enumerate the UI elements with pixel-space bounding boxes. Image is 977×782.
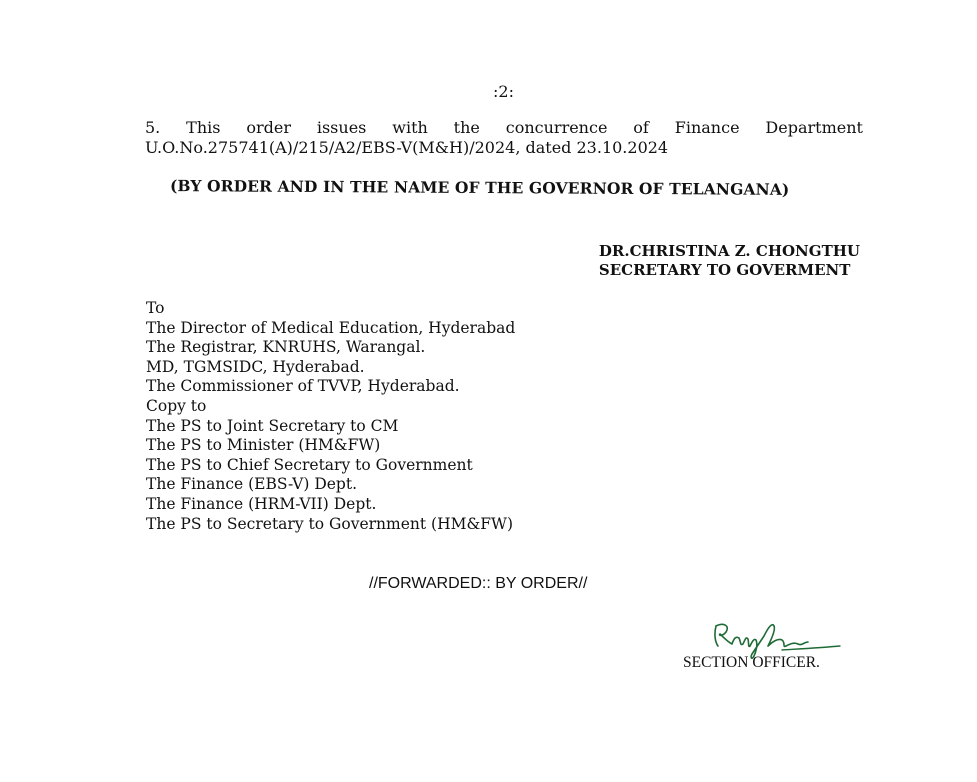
copy-item: The PS to Chief Secretary to Government: [146, 455, 473, 474]
addressee-list: [146, 299, 515, 534]
copy-item: The Finance (EBS-V) Dept.: [146, 475, 358, 494]
signatory-block: [599, 242, 860, 280]
paragraph-word: the: [453, 118, 480, 137]
copy-item: The Finance (HRM-VII) Dept.: [146, 494, 377, 513]
paragraph-word: This: [186, 118, 221, 137]
paragraph-word: with: [392, 118, 428, 137]
paragraph-word: concurrence: [505, 118, 608, 137]
paragraph-5: [145, 118, 863, 158]
by-order-heading: (BY ORDER AND IN THE NAME OF THE GOVERNOR OF TELANGANA): [169, 176, 790, 199]
page-number: :2:: [493, 82, 514, 101]
addressee-item: MD, TGMSIDC, Hyderabad.: [146, 357, 365, 376]
copy-item: The PS to Minister (HM&FW): [146, 436, 381, 455]
paragraph-word: Department: [765, 118, 863, 137]
forwarded-by-order: //FORWARDED:: BY ORDER//: [369, 575, 588, 592]
addressee-item: The Registrar, KNRUHS, Warangal.: [146, 338, 426, 357]
paragraph-word: Finance: [674, 118, 740, 137]
section-officer-label: SECTION OFFICER.: [683, 654, 820, 671]
paragraph-line-2: U.O.No.275741(A)/215/A2/EBS-V(M&H)/2024, dated 23.10.2024: [145, 138, 669, 157]
signatory-designation: SECRETARY TO GOVERMENT: [598, 261, 851, 279]
paragraph-word: of: [633, 118, 649, 137]
paragraph-number: 5.: [145, 118, 161, 137]
signatory-name: DR.CHRISTINA Z. CHONGTHU: [598, 242, 860, 260]
paragraph-word: issues: [316, 118, 367, 137]
copy-item: The PS to Joint Secretary to CM: [146, 416, 399, 435]
to-label: To: [146, 299, 165, 317]
paragraph-line-1: [145, 118, 863, 138]
copy-to-label: Copy to: [146, 396, 207, 415]
addressee-item: The Commissioner of TVVP, Hyderabad.: [146, 377, 460, 396]
copy-item: The PS to Secretary to Government (HM&FW): [146, 514, 513, 533]
paragraph-word: order: [246, 118, 291, 137]
addressee-item: The Director of Medical Education, Hyderabad: [146, 318, 516, 337]
